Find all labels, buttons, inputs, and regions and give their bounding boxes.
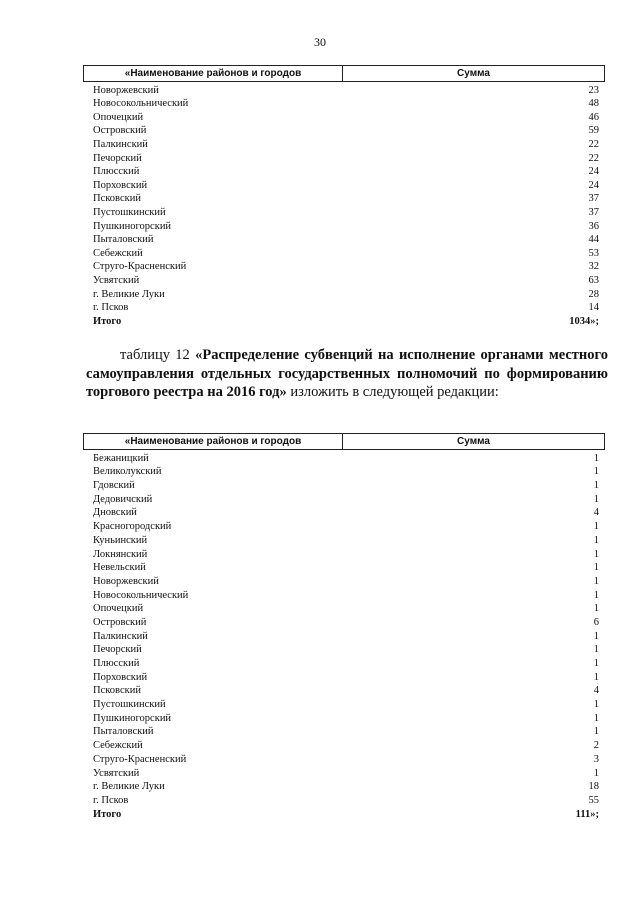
amount-value: 36 [588,220,599,232]
amount-value: 22 [588,138,599,150]
table-row [83,218,605,232]
amount-value: 2 [593,740,599,752]
district-name: Плюсский [93,658,140,669]
amount-value: 63 [588,274,599,286]
table-row [83,546,605,560]
amount-value: 32 [588,261,599,273]
table-row [83,245,605,259]
table-row [83,655,605,669]
district-name: Себежский [93,740,143,752]
table-row [83,96,605,110]
amount-value: 1 [593,534,599,546]
table-row [83,191,605,205]
total-label: Итого [93,808,122,820]
district-name: Порховский [93,671,148,683]
table-row [83,518,605,532]
district-name: Пушкиногорский [93,220,172,232]
table-row [83,683,605,697]
table-1-rows [83,82,605,327]
district-name: Невельский [93,562,146,574]
amount-value: 37 [588,193,599,205]
amount-value: 1 [593,630,599,642]
district-name: Локнянский [93,548,148,560]
amount-value: 14 [588,302,599,314]
table-row [83,751,605,765]
total-value: 111»; [575,808,599,820]
table-row [83,204,605,218]
table-row [83,464,605,478]
district-name: Дедовичский [93,493,153,505]
table-row [83,628,605,642]
amount-value: 1 [593,589,599,601]
table-row [83,259,605,273]
table-1-header-name: «Наименование районов и городов [84,66,343,81]
table-row [83,724,605,738]
table-row [83,232,605,246]
amount-value: 48 [588,98,599,110]
table-1-header-sum: Сумма [457,68,490,79]
district-name: Струго-Красненский [93,753,187,765]
amount-value: 1 [593,699,599,711]
district-name: Порховский [93,179,148,191]
table-row [83,765,605,779]
table-row [83,272,605,286]
amount-value: 59 [588,125,599,137]
amount-value: 23 [588,84,599,96]
table-row [83,150,605,164]
amount-value: 24 [588,179,599,191]
district-name: Себежский [93,247,143,259]
amount-value: 37 [588,206,599,218]
amount-value: 44 [588,234,599,246]
table-row [83,779,605,793]
table-2 [83,433,605,820]
amount-value: 4 [593,507,599,519]
table-2-rows [83,450,605,820]
table-row [83,642,605,656]
table-row [83,82,605,96]
district-name: Пыталовский [93,726,154,738]
district-name: Пыталовский [93,234,154,246]
table-2-header-sum: Сумма [457,436,490,447]
table-row [83,177,605,191]
amount-value: 1 [593,562,599,574]
table-row [83,614,605,628]
table-row [83,300,605,314]
district-name: Усвятский [93,767,140,779]
table-row [83,123,605,137]
paragraph-bold-title: «Распределение субвенций на исполнение органами местного самоуправления отдельных государственных полномочий по формированию торгового реестра на 2016 год» [86,347,608,400]
table-row [83,109,605,123]
district-name: Плюсский [93,166,140,178]
table-row [83,669,605,683]
amount-value: 1 [593,767,599,779]
amount-value: 1 [593,548,599,560]
district-name: Островский [93,125,147,137]
paragraph-tail: изложить в следующей редакции: [286,384,499,400]
district-name: Великолукский [93,466,162,478]
district-name: г. Псков [93,794,129,806]
amount-value: 46 [588,111,599,123]
table-2-header [83,433,605,450]
table-row [83,696,605,710]
district-name: г. Великие Луки [93,781,165,793]
table-1-header [83,65,605,82]
amount-value: 22 [588,152,599,164]
district-name: Пустошкинский [93,699,166,711]
district-name: Новоржевский [93,575,159,587]
amount-value: 1 [593,603,599,615]
amount-value: 6 [593,616,599,628]
amount-value: 1 [593,493,599,505]
district-name: Палкинский [93,630,148,642]
table-row [83,587,605,601]
district-name: Пушкиногорский [93,712,172,724]
district-name: Печорский [93,644,142,656]
district-name: Гдовский [93,480,135,492]
district-name: Красногородский [93,521,172,533]
district-name: г. Псков [93,302,129,314]
table-row [83,450,605,464]
amount-value: 1 [593,712,599,724]
district-name: г. Великие Луки [93,288,165,300]
district-name: Опочецкий [93,111,144,123]
amount-value: 1 [593,644,599,656]
table-row [83,136,605,150]
table-row [83,477,605,491]
amount-value: 53 [588,247,599,259]
total-label: Итого [93,315,122,327]
table-row [83,710,605,724]
amount-value: 18 [588,781,599,793]
amount-value: 1 [593,452,599,464]
district-name: Печорский [93,152,142,164]
total-row [83,313,605,327]
table-row [83,573,605,587]
amount-value: 55 [588,794,599,806]
amount-value: 1 [593,658,599,669]
amount-value: 28 [588,288,599,300]
amount-value: 4 [593,685,599,697]
district-name: Новоржевский [93,84,159,96]
table-row [83,286,605,300]
amount-value: 1 [593,575,599,587]
district-name: Усвятский [93,274,140,286]
table-2-header-name: «Наименование районов и городов [84,434,343,449]
table-row [83,601,605,615]
district-name: Куньинский [93,534,148,546]
district-name: Псковский [93,685,141,697]
amount-value: 1 [593,466,599,478]
district-name: Бежаницкий [93,452,149,464]
amount-value: 24 [588,166,599,178]
table-row [83,505,605,519]
amendment-paragraph [86,346,608,402]
district-name: Струго-Красненский [93,261,187,273]
district-name: Опочецкий [93,603,144,615]
table-row [83,532,605,546]
table-row [83,560,605,574]
amount-value: 1 [593,726,599,738]
page-number: 30 [314,35,326,49]
total-row [83,806,605,820]
amount-value: 1 [593,521,599,533]
district-name: Островский [93,616,147,628]
district-name: Дновский [93,507,137,519]
table-row [83,164,605,178]
table-row [83,792,605,806]
total-value: 1034»; [569,315,599,327]
amount-value: 1 [593,480,599,492]
district-name: Псковский [93,193,141,205]
amount-value: 1 [593,671,599,683]
paragraph-lead: таблицу 12 [120,347,196,363]
table-row [83,491,605,505]
table-1 [83,65,605,327]
district-name: Палкинский [93,138,148,150]
district-name: Пустошкинский [93,206,166,218]
amount-value: 3 [593,753,599,765]
district-name: Новосокольнический [93,98,189,110]
district-name: Новосокольнический [93,589,189,601]
table-row [83,737,605,751]
